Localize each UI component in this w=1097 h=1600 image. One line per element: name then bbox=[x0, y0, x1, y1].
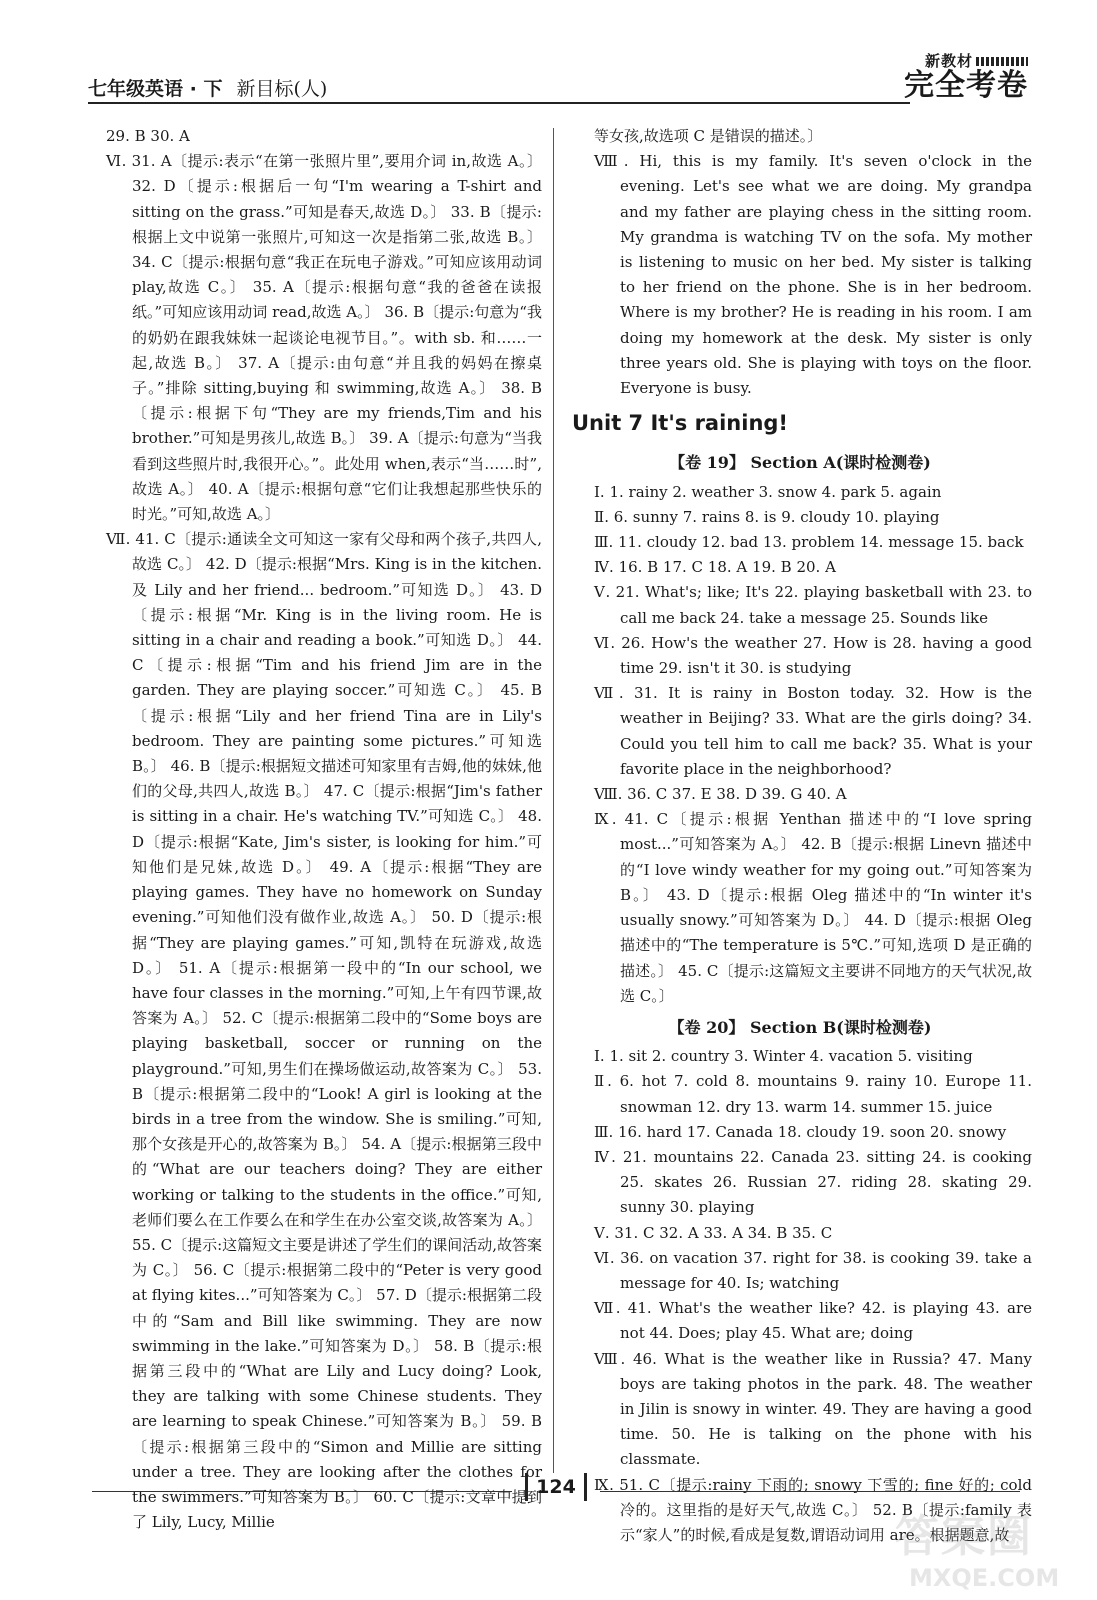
answer-paragraph: 29. B 30. A bbox=[106, 127, 190, 145]
footer-rule-left bbox=[92, 1491, 512, 1492]
column-divider bbox=[553, 128, 554, 1473]
running-title bbox=[88, 74, 327, 101]
watermark-line2: MXQE.COM bbox=[909, 1564, 1060, 1592]
answer-paragraph: Ⅲ. 11. cloudy 12. bad 13. problem 14. message 15. back bbox=[594, 533, 1024, 552]
answer-paragraph: Ⅶ. 31. It is rainy in Boston today. 32. How is the weather in Beijing? 33. What are the girls doing? 34. Could you tell him to call me back? 35. What is your favorite place in the neighborhood? bbox=[594, 684, 1032, 778]
book-title: 七年级英语 · 下 bbox=[88, 78, 223, 100]
logo-line1: 新教材 bbox=[924, 52, 973, 70]
page-header bbox=[88, 52, 1028, 110]
book-edition: 新目标(人) bbox=[236, 78, 328, 100]
answer-paragraph: Ⅳ. 21. mountains 22. Canada 23. sitting 24. is cooking 25. skates 26. Russian 27. riding 28. skating 29. sunny 30. playing bbox=[594, 1147, 1032, 1217]
answer-paragraph: Ⅴ. 21. What's; like; It's 22. playing basketball with 23. to call me back 24. take a message 25. Sounds like bbox=[594, 583, 1032, 627]
answer-paragraph: Ⅱ. 6. hot 7. cold 8. mountains 9. rainy 10. Europe 11. snowman 12. dry 13. warm 14. summer 15. juice bbox=[594, 1072, 1032, 1116]
answer-paragraph: Ⅸ. 41. C〔提示:根据 Yenthan 描述中的“I love spring most...”可知答案为 A。〕 42. B〔提示:根据 Linevn 描述中的“I love windy weather for my going out.”可知答案为 B。〕 43. D〔提示:根据 Oleg 描述中的“In winter it's usually snowy.”可知答案为 D。〕 44. D〔提示:根据 Oleg 描述中的“The temperature is 5℃.”可知,选项 D 是正确的描述。〕 45. C〔提示:这篇短文主要讲不同地方的天气状况,故选 C。〕 bbox=[594, 810, 1032, 1005]
section-a-title: 【卷 19】 Section A(课时检测卷) bbox=[669, 453, 931, 473]
answer-paragraph: Ⅰ. 1. rainy 2. weather 3. snow 4. park 5. again bbox=[594, 482, 942, 501]
answer-paragraph: Ⅷ. 46. What is the weather like in Russia? 47. Many boys are taking photos in the park. 48. The weather in Jilin is snowy in winter. 49. They are having a good time. 50. He is talking on the phone with his classmate. bbox=[594, 1349, 1032, 1469]
footer-rule-right bbox=[600, 1491, 1020, 1492]
answer-paragraph: Ⅵ. 31. A〔提示:表示“在第一张照片里”,要用介词 in,故选 A。〕 32. D〔提示:根据后一句“I'm wearing a T-shirt and sitting on the grass.”可知是春天,故选 D。〕 33. B〔提示:根据上文中说第一张照片,可知这一次是指第二张,故选 B。〕 34. C〔提示:根据句意“我正在玩电子游戏。”可知应该用动词 play,故选 C。〕 35. A〔提示:根据句意“我的爸爸在读报纸。”可知应该用动词 read,故选 A。〕 36. B〔提示:句意为“我的奶奶在跟我妹妹一起谈论电视节目。”。with sb. 和……一起,故选 B。〕 37. A〔提示:由句意“并且我的妈妈在擦桌子。”排除 sitting,buying 和 swimming,故选 A。〕 38. B〔提示:根据下句“They are my friends,Tim and his brother.”可知是男孩儿,故选 B。〕 39. A〔提示:句意为“当我看到这些照片时,我很开心。”。此处用 when,表示“当……时”,故选 A。〕 40. A〔提示:根据句意“它们让我想起那些快乐的时光。”可知,故选 A。〕 bbox=[106, 152, 542, 524]
page-number: 124 bbox=[521, 1476, 591, 1498]
unit-title: Unit 7 It's raining! bbox=[572, 411, 788, 436]
watermark-logo bbox=[895, 1500, 1060, 1592]
answer-paragraph: Ⅶ. 41. What's the weather like? 42. is playing 43. are not 44. Does; play 45. What are; doing bbox=[594, 1299, 1032, 1343]
answer-paragraph: Ⅵ. 36. on vacation 37. right for 38. is cooking 39. take a message for 40. Is; watching bbox=[594, 1248, 1032, 1292]
answer-paragraph: Ⅰ. 1. sit 2. country 3. Winter 4. vacation 5. visiting bbox=[594, 1047, 973, 1066]
header-rule bbox=[88, 102, 910, 104]
answer-paragraph: Ⅷ. Hi, this is my family. It's seven o'clock in the evening. Let's see what we are doing. My grandpa and my father are playing chess in the sitting room. My grandma is watching TV on the sofa. My mother is listening to music on her bed. My sister is talking to her friend on the phone. She is in her bedroom. Where is my brother? He is reading in his room. I am doing my homework at the desk. My sister is only three years old. She is playing with toys on the floor. Everyone is busy. bbox=[594, 152, 1032, 398]
section-b-answers bbox=[568, 1044, 1032, 1548]
left-column bbox=[80, 124, 542, 1535]
answer-paragraph: 等女孩,故选项 C 是错误的描述。〕 bbox=[594, 127, 823, 145]
section-a-answers bbox=[568, 480, 1032, 1009]
right-column bbox=[568, 124, 1032, 1548]
answer-paragraph: Ⅷ. 36. C 37. E 38. D 39. G 40. A bbox=[594, 785, 847, 804]
answer-paragraph: Ⅲ. 16. hard 17. Canada 18. cloudy 19. soon 20. snowy bbox=[594, 1122, 1007, 1141]
answer-paragraph: Ⅴ. 31. C 32. A 33. A 34. B 35. C bbox=[594, 1223, 833, 1242]
answer-paragraph: Ⅵ. 26. How's the weather 27. How is 28. having a good time 29. isn't it 30. is studying bbox=[594, 633, 1032, 678]
answer-paragraph: Ⅸ. 51. C〔提示:rainy 下雨的; snowy 下雪的; fine 好的; cold 冷的。这里指的是好天气,故选 C。〕 52. B〔提示:family 表示“家人”的时候,看成是复数,谓语动词用 are。根据题意,故 bbox=[594, 1475, 1032, 1544]
barcode-icon bbox=[976, 57, 1028, 66]
logo-line2: 完全考卷 bbox=[904, 68, 1028, 103]
section-b-title: 【卷 20】 Section B(课时检测卷) bbox=[668, 1017, 932, 1037]
answer-paragraph: Ⅳ. 16. B 17. C 18. A 19. B 20. A bbox=[594, 558, 836, 577]
answer-paragraph: Ⅶ. 41. C〔提示:通读全文可知这一家有父母和两个孩子,共四人,故选 C。〕 42. D〔提示:根据“Mrs. King is in the kitchen. 及 Lily and her friend... bedroom.”可知选 D。〕 43. D〔提示:根据“Mr. King is in the living room. He is sitting in a chair and reading a book.”可知选 D。〕 44. C〔提示:根据“Tim and his friend Jim are in the garden. They are playing soccer.”可知选 C。〕 45. B〔提示:根据“Lily and her friend Tina are in Lily's bedroom. They are painting some pictures.”可知选 B。〕 46. B〔提示:根据短文描述可知家里有吉姆,他的妹妹,他们的父母,共四人,故选 B。〕 47. C〔提示:根据“Jim's father is sitting in a chair. He's watching TV.”可知选 C。〕 48. D〔提示:根据“Kate, Jim's sister, is looking for him.”可知他们是兄妹,故选 D。〕 49. A〔提示:根据“They are playing games. They have no homework on Sunday evening.”可知他们没有做作业,故选 A。〕 50. D〔提示:根据“They are playing games.”可知,凯特在玩游戏,故选 D。〕 51. A〔提示:根据第一段中的“In our school, we have four classes in the morning.”可知,上午有四节课,故答案为 A。〕 52. C〔提示:根据第二段中的“Some boys are playing basketball, soccer or running on the playground.”可知,男生们在操场做运动,故答案为 C。〕 53. B〔提示:根据第二段中的“Look! A girl is looking at the birds in a tree from the window. She is smiling.”可知,那个女孩是开心的,故答案为 B。〕 54. A〔提示:根据第三段中的“What are our teachers doing? They are either working or talking to the students in the office.”可知,老师们要么在工作要么在和学生在办公室交谈,故答案为 A。〕 55. C〔提示:这篇短文主要是讲述了学生们的课间活动,故答案为 C。〕 56. C〔提示:根据第二段中的“Peter is very good at flying kites...”可知答案为 C。〕 57. D〔提示:根据第二段中的“Sam and Bill like swimming. They are now swimming in the lake.”可知答案为 D。〕 58. B〔提示:根据第三段中的“What are Lily and Lucy doing? Look, they are talking with some Chinese students. They are learning to speak Chinese.”可知答案为 B。〕 59. B〔提示:根据第三段中的“Simon and Millie are sitting under a tree. They are looking after the clothes for the swimmers.”可知答案为 B。〕 60. C〔提示:文章中提到了 Lily, Lucy, Millie bbox=[106, 530, 542, 1532]
watermark-line1: 答案圈 bbox=[895, 1511, 1033, 1562]
publisher-logo bbox=[904, 50, 1028, 101]
right-column-top bbox=[568, 124, 1032, 401]
answer-paragraph: Ⅱ. 6. sunny 7. rains 8. is 9. cloudy 10. playing bbox=[594, 507, 940, 526]
